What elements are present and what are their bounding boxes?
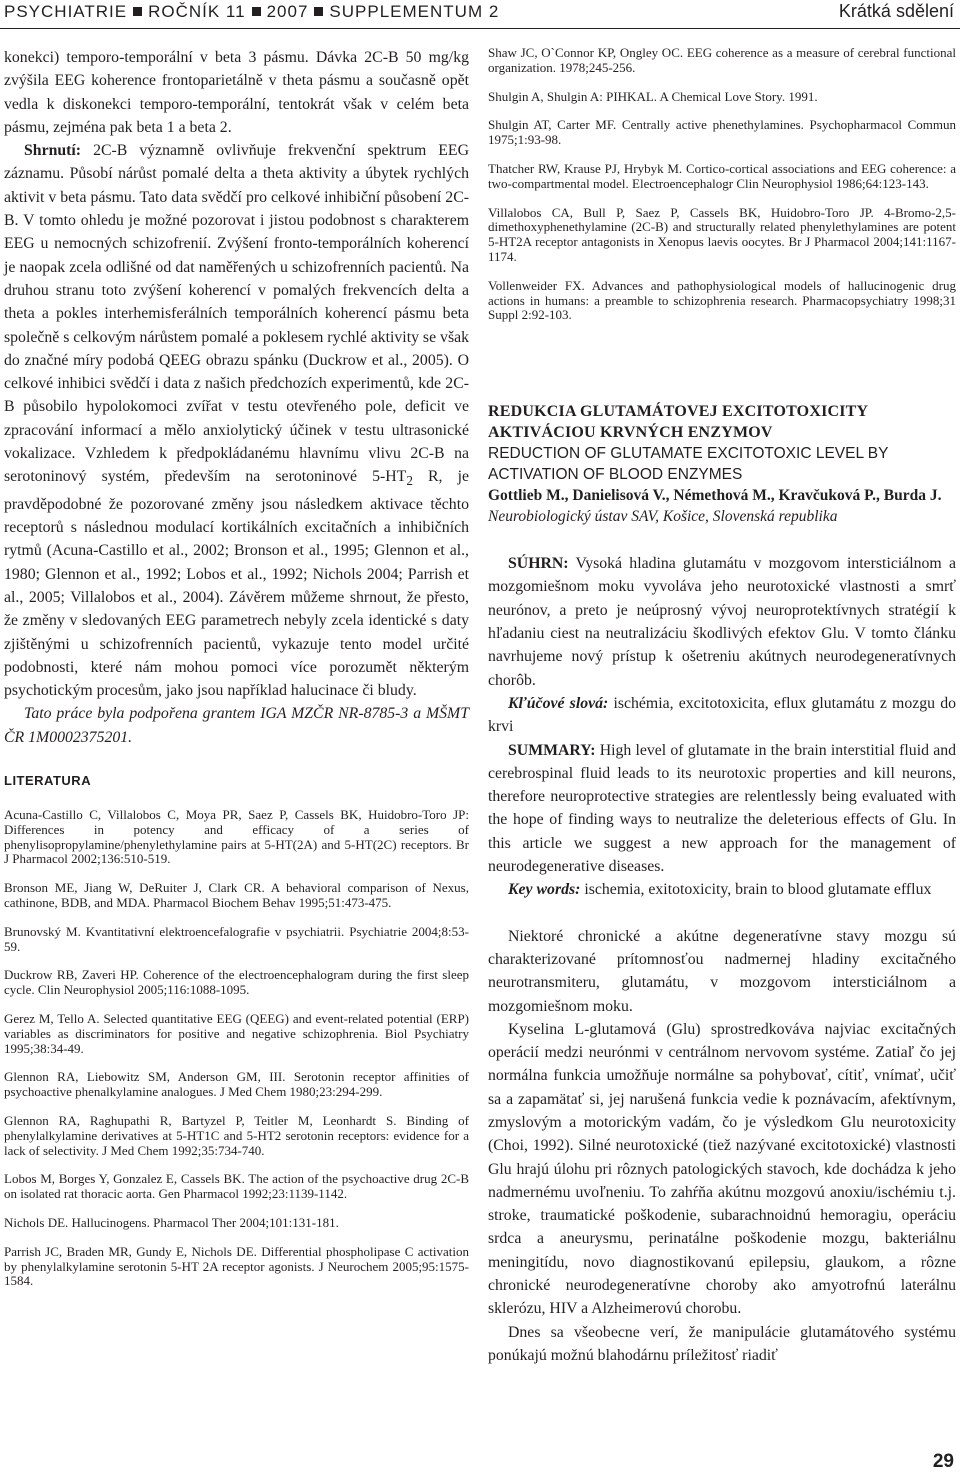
reference-list-right bbox=[488, 46, 956, 323]
left-body bbox=[4, 46, 469, 749]
reference-item: Vollenweider FX. Advances and pathophysiological models of hallucinogenic drug actions in humans: a preamble to schizophrenia research. Pharmacopsychiatry 1998;31 Suppl 2:92-103. bbox=[488, 277, 956, 323]
reference-item: Bronson ME, Jiang W, DeRuiter J, Clark CR. A behavioral comparison of Nexus, cathinone, BDB, and MDA. Pharmacol Biochem Behav 1995;51:473-475. bbox=[4, 880, 469, 911]
volume: ROČNÍK 11 bbox=[148, 2, 246, 21]
abstract-english bbox=[488, 739, 956, 879]
reference-item: Brunovský M. Kvantitativní elektroencefalografie v psychiatrii. Psychiatrie 2004;8:53-59. bbox=[4, 923, 469, 954]
keywords-english bbox=[488, 878, 956, 901]
reference-item: Thatcher RW, Krause PJ, Hrybyk M. Cortico-cortical associations and EEG coherence: a two-compartmental model. Electroencephalogr Clin Neurophysiol 1986;64:123-143. bbox=[488, 160, 956, 191]
reference-item: Duckrow RB, Zaveri HP. Coherence of the electroencephalogram during the first sleep cycle. Clin Neurophysiol 2005;116:1088-1095. bbox=[4, 967, 469, 998]
reference-item: Shulgin A, Shulgin A: PIHKAL. A Chemical Love Story. 1991. bbox=[488, 88, 818, 104]
summary-label: SUMMARY: bbox=[508, 741, 596, 759]
supplement: SUPPLEMENTUM 2 bbox=[329, 2, 500, 21]
journal-info bbox=[4, 2, 499, 22]
abstract bbox=[488, 552, 956, 901]
year: 2007 bbox=[266, 2, 309, 21]
body-paragraph: Dnes sa všeobecne verí, že manipulácie glutamátového systému ponúkajú možnú blahodárnu príležitosť riadiť bbox=[488, 1323, 956, 1364]
abstract-slovak bbox=[488, 552, 956, 692]
article-body bbox=[488, 925, 956, 1368]
suhrn-text: Vysoká hladina glutamátu v mozgovom intersticiálnom a mozgomiešnom moku vyvoláva jeho neurotoxické vlastnosti a smrť neurónov, a preto je neúprosný vývoj neuroprotektívnych stratégií k hľadaniu ciest na neutralizáciu škodlivých efektov Glu. V tomto článku navrhujeme nový prístup k ošetreniu akútnych neurodegeneratívnych chorôb. bbox=[488, 555, 956, 689]
article-header bbox=[488, 401, 956, 528]
paragraph-1: konekci) temporo-temporální v beta 3 pásmu. Dávka 2C-B 50 mg/kg zvýšila EEG koherence frontoparietálně v theta pásmu a současně opět vedla k diskonekci temporo-temporální, tentokrát však v celém beta pásmu, zejména pak beta 1 a beta 2. bbox=[4, 49, 469, 136]
summary-rest: R, je pravděpodobné že pozorované změny jsou následkem aktivace těchto receptorů s následnou modulací kortikálních excitačních a inhibičních rytmů (Acuna-Castillo et al., 2002; Bronson et al., 1995; Glennon et al., 1980; Glennon et al., 1992; Lobos et al., 1992; Nichols 2004; Parrish et al., 2005; Villalobos et al., 2004). Závěrem můžeme shrnout, že přesto, že změny v sledovaných EEG parametrech nebyly zcela identické s daty zjištěnými u schizofrenních pacientů, vykazuje tento model určité podobnosti, které nám mohou pomoci více porozumět některým psychotickým procesům, jako jsou například halucinace či bludy. bbox=[4, 468, 469, 700]
separator-square-icon bbox=[314, 7, 323, 16]
article-authors: Gottlieb M., Danielisová V., Némethová M., Kravčuková P., Burda J. bbox=[488, 487, 942, 505]
reference-item: Villalobos CA, Bull P, Saez P, Cassels BK, Huidobro-Toro JP. 4-Bromo-2,5-dimethoxyphenethylamine (2C-B) and structurally related phenylethylamines are potent 5-HT2A receptor antagonists in Xenopus laevis oocytes. Br J Pharmacol 2004;141:1167-1174. bbox=[488, 204, 956, 264]
reference-item: Glennon RA, Liebowitz SM, Anderson GM, III. Serotonin receptor affinities of psychoactive phenalkylamine analogues. J Med Chem 1980;23:294-299. bbox=[4, 1069, 469, 1100]
reference-item: Lobos M, Borges Y, Gonzalez E, Cassels BK. The action of the psychoactive drug 2C-B on isolated rat thoracic aorta. Gen Pharmacol 1992;23:1139-1142. bbox=[4, 1171, 469, 1202]
summary-text: 2C-B významně ovlivňuje frekvenční spektrum EEG záznamu. Působí nárůst pomalé delta a theta aktivity a úbytek rychlých aktivit v beta pásmu. Tato data svědčí pro celkové inhibiční působení 2C-B. V tomto ohledu je možné pozorovat i jistou podobnost s charakterem EEG u nemocných schizofrenií. Zvýšení fronto-temporálních koherencí je naopak zcela odlišné od dat naměřených u schizofrenních pacientů. Na druhou stranu toto zvýšení koherencí v pomalých frekvencích delta a theta a pokles interhemisferálních temporálních koherencí pásmu beta společně s celkovým nárůstem pomalé a poklesem rychlé aktivity se však do značné míry podobá QEEG obrazu spánku (Duckrow et al., 2005). O celkové inhibici svědčí i data z našich předchozích experimentů, kde 2C-B působilo hypolokomoci zvířat v testu otevřeného pole, deficit ve zpracování informací a mělo anxiolytický účinek v testu ultrasonické vokalizace. Vzhledem k předpokládanému hlavnímu vlivu 2C-B na serotoninový systém, především na serotoninové 5-HT bbox=[4, 142, 469, 486]
right-column bbox=[488, 46, 956, 1367]
section-name: Krátká sdělení bbox=[838, 1, 954, 21]
left-column bbox=[4, 46, 469, 1303]
grant-acknowledgement: Tato práce byla podpořena grantem IGA MZČR NR-8785-3 a MŠMT ČR 1M0002375201. bbox=[4, 705, 469, 746]
reference-item: Shulgin AT, Carter MF. Centrally active phenethylamines. Psychopharmacol Commun 1975;1:93-98. bbox=[488, 117, 956, 148]
article-affiliation: Neurobiologický ústav SAV, Košice, Slovenská republika bbox=[488, 508, 838, 526]
subscript: 2 bbox=[406, 473, 413, 489]
summary-text-en: High level of glutamate in the brain interstitial fluid and cerebrospinal fluid leads to its neurotoxic properties and kill neurons, therefore neuroprotective strategies are relentlessly being evaluated with the hope of finding ways to neutralize the deleterious effects of Glu. In this article we suggest a new approach for the management of neurodegenerative diseases. bbox=[488, 741, 956, 876]
separator-square-icon bbox=[252, 7, 261, 16]
reference-item: Shaw JC, O`Connor KP, Ongley OC. EEG coherence as a measure of cerebral functional organization. 1978;245-256. bbox=[488, 45, 956, 75]
keywords-sk-text: ischémia, excitotoxicita, eflux glutamátu z mozgu do krvi bbox=[488, 694, 957, 736]
page-number: 29 bbox=[932, 1451, 954, 1472]
body-paragraph: Niektoré chronické a akútne degeneratívne stavy mozgu sú charakterizované prítomnosťou nadmernej hladiny excitačného neurotransmiteru, glutamátu, v mozgovom intersticiálnom a mozgomiešnom moku. bbox=[488, 927, 956, 1015]
reference-item: Acuna-Castillo C, Villalobos C, Moya PR, Saez P, Cassels BK, Huidobro-Toro JP: Differences in potency and efficacy of a series of phenylisopropylamine/phenylethylamine pairs at 5-HT(2A) and 5-HT(2C) receptors. Br J Pharmacol 2002;136:510-519. bbox=[4, 807, 469, 867]
body-paragraph: Kyselina L-glutamová (Glu) sprostredkováva najviac excitačných operácií medzi neurónmi v centrálnom nervovom systéme. Zatiaľ čo jej normálna funkcia umožňuje normálne sa pohybovať, cítiť, vnímať, učiť sa a zapamätať si, jej narušená funkcia vedie k poznávacím, afektívnym, zmyslovým a motorickým vadám, čo je výsledkom Glu neurotoxicity (Choi, 1992). Silné neurotoxické (tiež nazývané excitotoxické) vlastnosti Glu hrajú úlohu pri rôznych patologických stavoch, kde dochádza k jeho nadmernému uvoľneniu. To zahŕňa akútnu mozgovú anoxiu/ischémiu t.j. stroke, traumatické poškodenie, subarachnoidnú hemoragiu, operáciu srdca a aneurysmu, perinatálne poškodenie mozgu, bakteriálnu meningitídu, novo diagnostikovanú epilepsiu, glaukom, a rôzne chronické neurodegeneratívne choroby ako amyotrofnú laterálnu sklerózu, HIV a Alzheimerovú chorobu. bbox=[488, 1020, 956, 1318]
paragraph-summary bbox=[4, 139, 469, 702]
article-title-slovak: REDUKCIA GLUTAMÁTOVEJ EXCITOTOXICITY AKTIVÁCIOU KRVNÝCH ENZYMOV bbox=[488, 403, 868, 442]
reference-item: Nichols DE. Hallucinogens. Pharmacol Ther 2004;101:131-181. bbox=[4, 1215, 339, 1230]
keywords-en-text: ischemia, exitotoxicity, brain to blood glutamate efflux bbox=[580, 881, 932, 899]
suhrn-label: SÚHRN: bbox=[508, 555, 569, 573]
reference-item: Gerez M, Tello A. Selected quantitative EEG (QEEG) and event-related potential (ERP) variables as discriminators for positive and negative schizophrenia. Biol Psychiatry 1995;38:34-49. bbox=[4, 1011, 469, 1056]
reference-list-left bbox=[4, 808, 469, 1289]
reference-item: Parrish JC, Braden MR, Gundy E, Nichols DE. Differential phospholipase C activation by phenylalkylamine serotonin 5-HT 2A receptor agonists. J Neurochem 2005;95:1575-1584. bbox=[4, 1243, 469, 1289]
article-title-english: REDUCTION OF GLUTAMATE EXCITOTOXIC LEVEL BY ACTIVATION OF BLOOD ENZYMES bbox=[488, 445, 889, 484]
keywords-sk-label: Kľúčové slová: bbox=[508, 694, 609, 712]
separator-square-icon bbox=[133, 7, 142, 16]
keywords-slovak bbox=[488, 692, 956, 739]
keywords-en-label: Key words: bbox=[508, 881, 581, 899]
summary-lead: Shrnutí: bbox=[24, 142, 82, 160]
reference-item: Glennon RA, Raghupathi R, Bartyzel P, Teitler M, Leonhardt S. Binding of phenylalkylamine derivatives at 5-HT1C and 5-HT2 serotonin receptors: evidence for a lack of selectivity. J Med Chem 1992;35:734-740. bbox=[4, 1113, 469, 1158]
running-header bbox=[0, 0, 960, 29]
literature-heading: LITERATURA bbox=[4, 773, 92, 789]
journal-name: PSYCHIATRIE bbox=[4, 2, 128, 21]
